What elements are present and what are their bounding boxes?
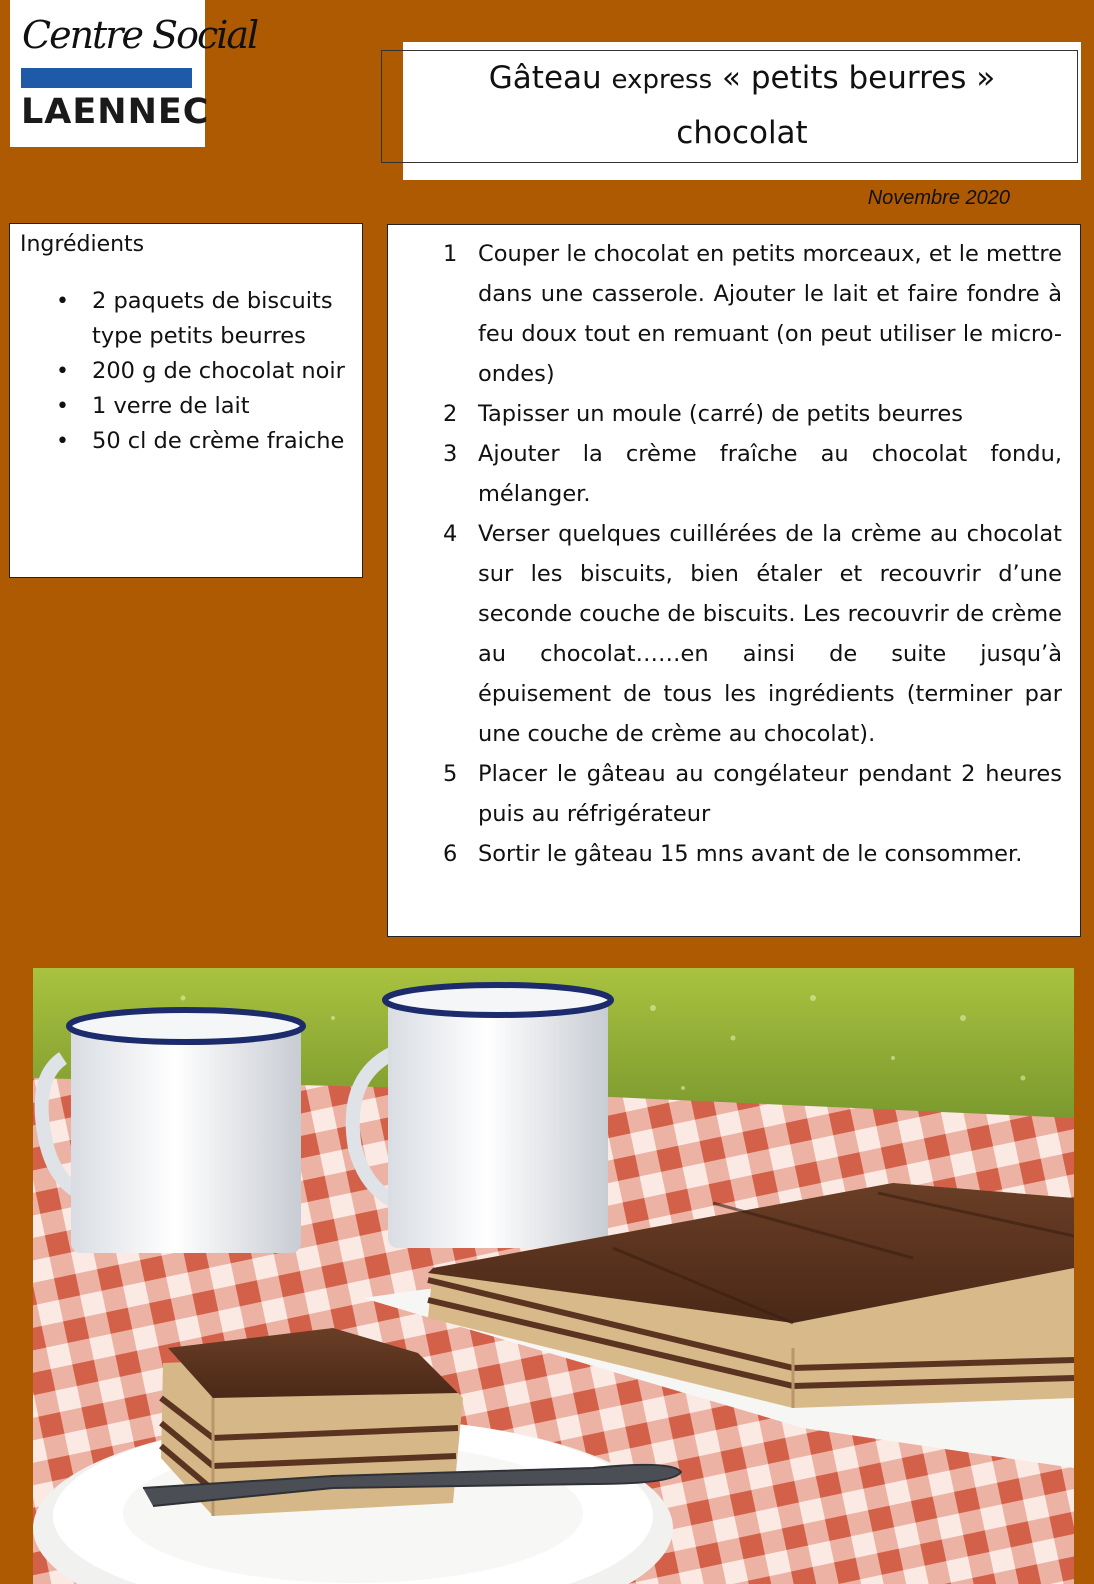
logo xyxy=(10,0,258,147)
date-label: Novembre 2020 xyxy=(867,187,1010,209)
step-number: 4 xyxy=(443,521,458,547)
step-item xyxy=(388,834,1062,874)
step-item xyxy=(388,234,1062,394)
step-text: Verser quelques cuillérées de la crème au chocolat sur les biscuits, bien étaler et recouvrir d’une seconde couche de biscuits. Les recouvrir de crème au chocolat……en ainsi de suite jusqu’à épuisement de tous les ingrédients (terminer par une couche de crème au chocolat). xyxy=(478,521,1062,747)
step-text: Ajouter la crème fraîche au chocolat fondu, mélanger. xyxy=(478,441,1062,507)
logo-name: LAENNEC xyxy=(21,92,210,132)
ingredients-list xyxy=(20,284,352,459)
list-item xyxy=(56,354,352,389)
mug-right xyxy=(353,985,611,1248)
step-item xyxy=(388,514,1062,754)
title-word-petits-beurres: « petits beurres » xyxy=(712,60,996,96)
ingredient-text: 200 g de chocolat noir xyxy=(92,358,345,384)
ingredient-text: 2 paquets de biscuits type petits beurres xyxy=(92,288,333,349)
ingredient-text: 1 verre de lait xyxy=(92,393,250,419)
bullet-icon: • xyxy=(56,394,69,419)
list-item xyxy=(56,424,352,459)
logo-blue-bar xyxy=(21,68,192,88)
step-number: 2 xyxy=(443,401,458,427)
mug-left xyxy=(42,1010,303,1253)
bullet-icon: • xyxy=(56,429,69,454)
step-number: 6 xyxy=(443,841,458,867)
step-item xyxy=(388,434,1062,514)
bullet-icon: • xyxy=(56,289,69,314)
step-text: Couper le chocolat en petits morceaux, et le mettre dans une casserole. Ajouter le lait et faire fondre à feu doux tout en remuant (on peut utiliser le micro-ondes) xyxy=(478,241,1062,387)
bullet-icon: • xyxy=(56,359,69,384)
step-number: 3 xyxy=(443,441,458,467)
ingredients-box xyxy=(9,223,363,578)
step-number: 1 xyxy=(443,241,458,267)
ingredients-heading: Ingrédients xyxy=(20,232,145,257)
step-number: 5 xyxy=(443,761,458,787)
page-title xyxy=(403,52,1081,160)
title-line-1 xyxy=(403,52,1081,107)
ingredient-text: 50 cl de crème fraiche xyxy=(92,428,345,454)
cake-photo-illustration xyxy=(33,968,1074,1584)
step-item xyxy=(388,754,1062,834)
title-line-2: chocolat xyxy=(676,115,808,151)
list-item xyxy=(56,389,352,424)
steps-box xyxy=(387,224,1081,937)
step-text: Placer le gâteau au congélateur pendant 2 heures puis au réfrigérateur xyxy=(478,761,1062,827)
cake-photo xyxy=(33,968,1074,1584)
step-text: Sortir le gâteau 15 mns avant de le consommer. xyxy=(478,841,1023,867)
title-word-gateau: Gâteau xyxy=(488,60,612,96)
step-item xyxy=(388,394,1062,434)
logo-script-text: Centre Social xyxy=(22,13,258,57)
step-text: Tapisser un moule (carré) de petits beurres xyxy=(478,401,963,427)
title-word-express: express xyxy=(611,65,713,95)
list-item xyxy=(56,284,352,354)
